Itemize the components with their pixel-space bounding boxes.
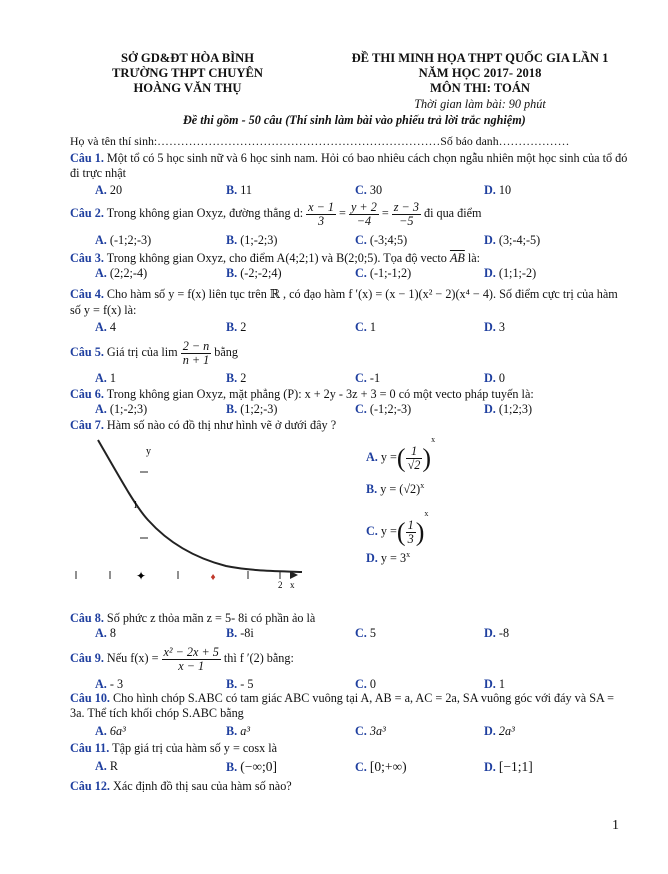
option-11c[interactable]: C. [0;+∞): [355, 759, 407, 774]
option-8a[interactable]: A. 8: [95, 626, 116, 640]
option-4a[interactable]: A. 4: [95, 320, 116, 334]
option-9d[interactable]: D. 1: [484, 677, 505, 691]
option-1a[interactable]: A. 20: [95, 183, 123, 197]
question-10: Câu 10. Cho hình chóp S.ABC có tam giác ABC vuông tại A, AB = a, AC = 2a, SA vuông góc với đáy và SA = 3a. Thể tích khối chóp S.ABC bằng: [70, 691, 615, 720]
school-name-line2: HOÀNG VĂN THỤ: [133, 81, 242, 95]
question-number: Câu 7.: [70, 418, 104, 432]
question-4: Câu 4. Cho hàm số y = f(x) liên tục trên ℝ , có đạo hàm f ′(x) = (x − 1)(x² − 2)(x⁴ − 4). Số điểm cực trị của hàm số y = f(x) là:: [70, 287, 618, 317]
question-text: Một tổ có 5 học sinh nữ và 6 học sinh nam. Hỏi có bao nhiêu cách chọn ngẫu nhiên một học sinh của tổ đó đi trực nhật: [70, 151, 628, 180]
option-8b[interactable]: B. -8i: [226, 626, 254, 640]
question-number: Câu 12.: [70, 779, 110, 793]
option-10d[interactable]: D. 2a³: [484, 724, 515, 738]
fraction-limit: $\frac{2 - n}{n + 1}$: [182, 338, 210, 367]
question-number: Câu 1.: [70, 151, 104, 165]
school-department: SỞ GD&ĐT HÒA BÌNH: [120, 51, 255, 65]
option-5d[interactable]: D. 0: [484, 371, 505, 385]
x-two-label: 2: [278, 580, 283, 590]
option-10a[interactable]: A. 6a³: [95, 724, 126, 738]
option-11d[interactable]: D. [−1;1]: [484, 759, 533, 774]
option-2b[interactable]: B. (1;-2;3): [226, 233, 278, 247]
option-5c[interactable]: C. -1: [355, 371, 381, 385]
school-year: NĂM HỌC 2017- 2018: [418, 66, 542, 80]
question-7: Câu 7. Hàm số nào có đồ thị như hình vẽ ở dưới đây ?: [70, 418, 337, 432]
decay-curve: [98, 440, 302, 572]
exponential-graph: [66, 432, 316, 594]
origin-marker: ✦: [135, 569, 147, 583]
option-8d[interactable]: D. -8: [484, 626, 510, 640]
option-7b[interactable]: B. $y = (√2)^x$: [366, 481, 425, 497]
question-number: Câu 9.: [70, 651, 104, 665]
option-9a[interactable]: A. - 3: [95, 677, 124, 691]
option-5a[interactable]: A. 1: [95, 371, 116, 385]
question-6: Câu 6. Trong không gian Oxyz, mặt phẳng (P): x + 2y - 3z + 3 = 0 có một vecto pháp tuyến là:: [70, 387, 534, 401]
option-6b[interactable]: B. (1;2;-3): [226, 402, 278, 416]
option-3c[interactable]: C. (-1;-1;2): [355, 266, 412, 280]
exam-time: Thời gian làm bài: 90 phút: [414, 97, 546, 111]
option-7d[interactable]: D. $y = 3^x$: [366, 550, 411, 566]
fraction-x: $\frac{x - 1}{3}$: [308, 199, 334, 228]
option-7a[interactable]: A. y =( $\frac{1}{√2}$ )$^x$: [366, 435, 436, 473]
option-2c[interactable]: C. (-3;4;5): [355, 233, 408, 247]
question-number: Câu 3.: [70, 251, 104, 265]
option-2d[interactable]: D. (3;-4;-5): [484, 233, 541, 247]
question-number: Câu 2.: [70, 206, 104, 220]
question-number: Câu 4.: [70, 287, 104, 301]
option-4d[interactable]: D. 3: [484, 320, 505, 334]
option-1c[interactable]: C. 30: [355, 183, 383, 197]
question-number: Câu 6.: [70, 387, 104, 401]
option-11a[interactable]: A. R: [95, 759, 119, 773]
option-9b[interactable]: B. - 5: [226, 677, 254, 691]
option-7c[interactable]: C. y =( $\frac{1}{3}$ )$^x$: [366, 509, 429, 547]
subject: MÔN THI: TOÁN: [429, 81, 531, 95]
option-11b[interactable]: B. (−∞;0]: [226, 759, 277, 774]
question-number: Câu 10.: [70, 691, 110, 705]
page-number: 1: [612, 818, 619, 833]
x-axis-label: x: [290, 580, 295, 590]
option-9c[interactable]: C. 0: [355, 677, 376, 691]
student-info-line: Họ và tên thí sinh:………………………………………………………………Số báo danh………………: [70, 134, 570, 148]
option-3a[interactable]: A. (2;2;-4): [95, 266, 148, 280]
question-11: Câu 11. Tập giá trị của hàm số y = cosx là: [70, 741, 278, 755]
option-4c[interactable]: C. 1: [355, 320, 376, 334]
option-5b[interactable]: B. 2: [226, 371, 247, 385]
question-number: Câu 5.: [70, 345, 104, 359]
option-10b[interactable]: B. a³: [226, 724, 250, 738]
option-3b[interactable]: B. (-2;-2;4): [226, 266, 282, 280]
question-8: Câu 8. Số phức z thỏa mãn z = 5- 8i có phần ảo là: [70, 611, 316, 625]
question-1: [70, 151, 630, 181]
option-8c[interactable]: C. 5: [355, 626, 376, 640]
fraction-z: $\frac{z - 3}{-5}$: [393, 199, 419, 228]
school-name-line1: TRƯỜNG THPT CHUYÊN: [112, 66, 263, 80]
question-number: Câu 8.: [70, 611, 104, 625]
option-6a[interactable]: A. (1;-2;3): [95, 402, 148, 416]
vector-ab: $\overline{AB}$: [449, 251, 465, 265]
fraction-y: $\frac{y + 2}{-4}$: [350, 199, 377, 228]
option-4b[interactable]: B. 2: [226, 320, 247, 334]
option-6d[interactable]: D. (1;2;3): [484, 402, 533, 416]
option-1d[interactable]: D. 10: [484, 183, 512, 197]
question-number: Câu 11.: [70, 741, 110, 755]
question-3: Câu 3. Trong không gian Oxyz, cho điểm A(4;2;1) và B(2;0;5). Tọa độ vecto $\overline{AB}$ là:: [70, 251, 481, 265]
question-5: Câu 5. Giá trị của lim $\frac{2 - n}{n + 1}$ bằng: [70, 338, 238, 367]
option-1b[interactable]: B. 11: [226, 183, 252, 197]
y-one-label: 1: [133, 500, 138, 511]
option-3d[interactable]: D. (1;1;-2): [484, 266, 537, 280]
exam-note: Đề thi gồm - 50 câu (Thí sinh làm bài vào phiếu trả lời trắc nghiệm): [183, 113, 526, 127]
question-12: Câu 12. Xác định đồ thị sau của hàm số nào?: [70, 779, 292, 793]
option-10c[interactable]: C. 3a³: [355, 724, 386, 738]
option-6c[interactable]: C. (-1;2;-3): [355, 402, 412, 416]
option-2a[interactable]: A. (-1;2;-3): [95, 233, 152, 247]
exam-title: ĐỀ THI MINH HỌA THPT QUỐC GIA LẦN 1: [351, 51, 609, 65]
question-2: Câu 2. Trong không gian Oxyz, đường thẳng d: $\frac{x - 1}{3}$ = $\frac{y + 2}{-4}$ = $\frac{z - 3}{-5}$ đi qua điểm: [70, 199, 482, 228]
fraction-f: $\frac{\text{x² − 2x + 5}}{x - 1}$: [163, 644, 219, 673]
y-axis-label: y: [146, 446, 151, 457]
question-9: Câu 9. Nếu f(x) = $\frac{\text{x² − 2x + 5}}{x - 1}$ thì f ′(2) bằng:: [70, 644, 294, 673]
point-marker: ♦: [210, 572, 216, 583]
